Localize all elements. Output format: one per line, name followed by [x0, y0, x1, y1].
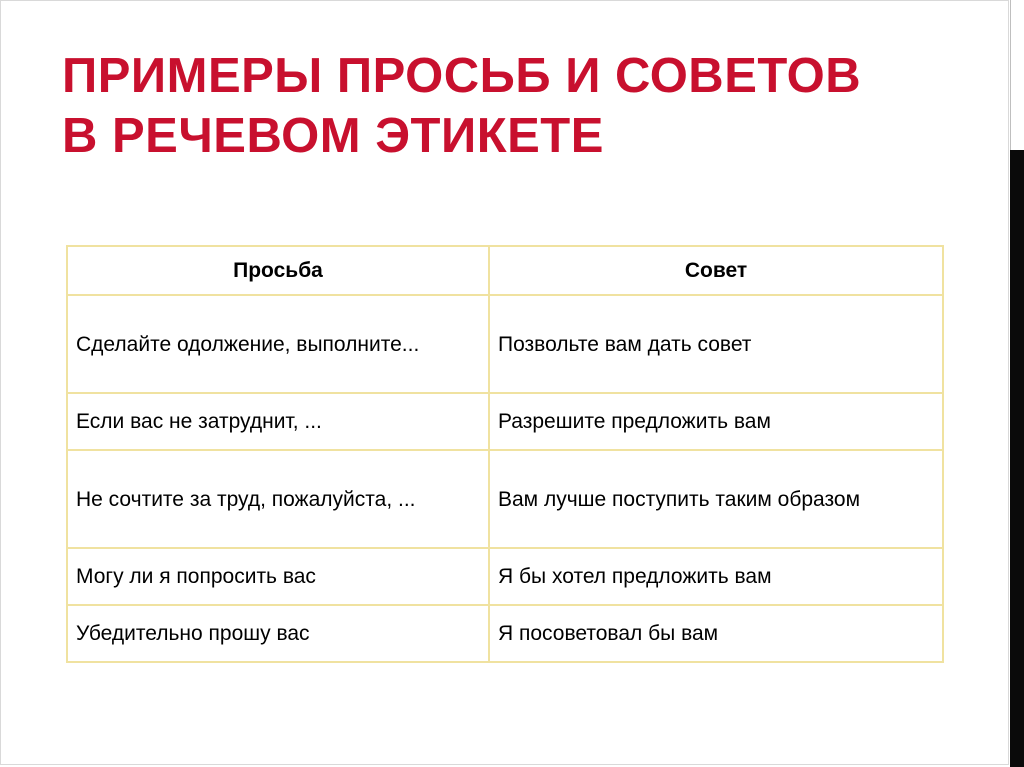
request-cell: Если вас не затруднит, ...	[67, 393, 489, 450]
advice-cell: Вам лучше поступить таким образом	[489, 450, 943, 548]
advice-cell: Разрешите предложить вам	[489, 393, 943, 450]
request-cell: Сделайте одолжение, выполните...	[67, 295, 489, 393]
request-cell: Не сочтите за труд, пожалуйста, ...	[67, 450, 489, 548]
etiquette-table	[66, 245, 944, 663]
request-cell: Убедительно прошу вас	[67, 605, 489, 662]
table-row	[67, 548, 943, 605]
table-row	[67, 605, 943, 662]
table-row	[67, 393, 943, 450]
table-row	[67, 450, 943, 548]
slide-title	[62, 46, 982, 166]
slide-title-line-1: ПРИМЕРЫ ПРОСЬБ И СОВЕТОВ	[62, 49, 862, 103]
slide-title-line-2: В РЕЧЕВОМ ЭТИКЕТЕ	[62, 109, 604, 163]
table-header-row	[67, 246, 943, 295]
advice-cell: Позвольте вам дать совет	[489, 295, 943, 393]
accent-bar	[1010, 150, 1024, 767]
advice-cell: Я посоветовал бы вам	[489, 605, 943, 662]
accent-line	[1010, 0, 1011, 150]
table-row	[67, 295, 943, 393]
advice-cell: Я бы хотел предложить вам	[489, 548, 943, 605]
header-advice: Совет	[489, 246, 943, 295]
header-request: Просьба	[67, 246, 489, 295]
request-cell: Могу ли я попросить вас	[67, 548, 489, 605]
